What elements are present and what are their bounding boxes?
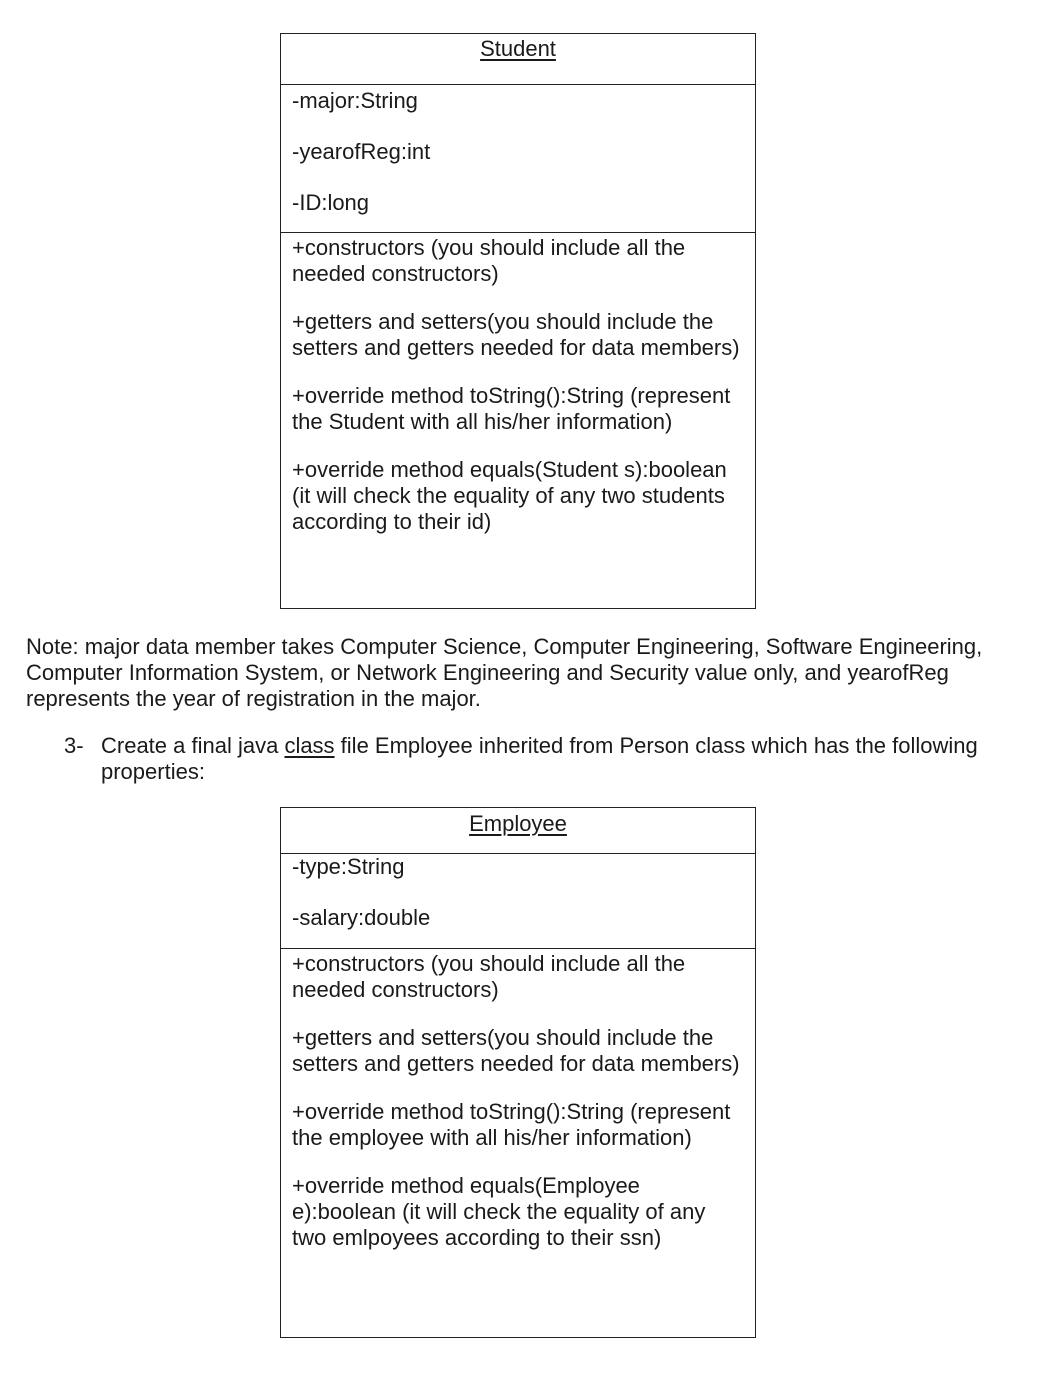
student-class-box xyxy=(280,33,756,609)
student-attributes xyxy=(281,85,755,233)
employee-class-box xyxy=(280,807,756,1338)
student-method: +override method equals(Student s):boolean (it will check the equality of any two students according to their id) xyxy=(292,457,727,534)
employee-method: +override method equals(Employee e):boolean (it will check the equality of any two emlpoyees according to their ssn) xyxy=(292,1173,706,1250)
note-paragraph: Note: major data member takes Computer Science, Computer Engineering, Software Engineering, Computer Information System, or Network Engineering and Security value only, and yearofReg represents the year of registration in the major. xyxy=(26,634,983,711)
student-method: +constructors (you should include all the needed constructors) xyxy=(292,235,686,286)
task-text xyxy=(101,733,1024,785)
employee-method: +constructors (you should include all the needed constructors) xyxy=(292,951,686,1002)
employee-methods xyxy=(281,949,755,1251)
employee-attributes xyxy=(281,854,755,949)
student-attribute: -yearofReg:int xyxy=(292,139,431,164)
employee-method: +getters and setters(you should include the setters and getters needed for data members) xyxy=(292,1025,740,1076)
student-attribute: -ID:long xyxy=(292,190,370,215)
student-class-name: Student xyxy=(281,34,755,85)
employee-attribute: -type:String xyxy=(292,854,405,879)
employee-class-name: Employee xyxy=(281,808,755,854)
task-text-before: Create a final java xyxy=(101,733,285,758)
employee-method: +override method toString():String (represent the employee with all his/her information) xyxy=(292,1099,731,1150)
student-attribute: -major:String xyxy=(292,88,418,113)
task-text-after: file Employee inherited from Person class which has the following properties: xyxy=(101,733,978,784)
student-methods xyxy=(281,233,755,535)
task-3-item xyxy=(64,733,1024,785)
task-number: 3- xyxy=(64,733,84,758)
task-underlined-word: class xyxy=(284,733,335,758)
employee-attribute: -salary:double xyxy=(292,905,431,930)
student-method: +override method toString():String (represent the Student with all his/her information) xyxy=(292,383,731,434)
student-method: +getters and setters(you should include the setters and getters needed for data members) xyxy=(292,309,740,360)
